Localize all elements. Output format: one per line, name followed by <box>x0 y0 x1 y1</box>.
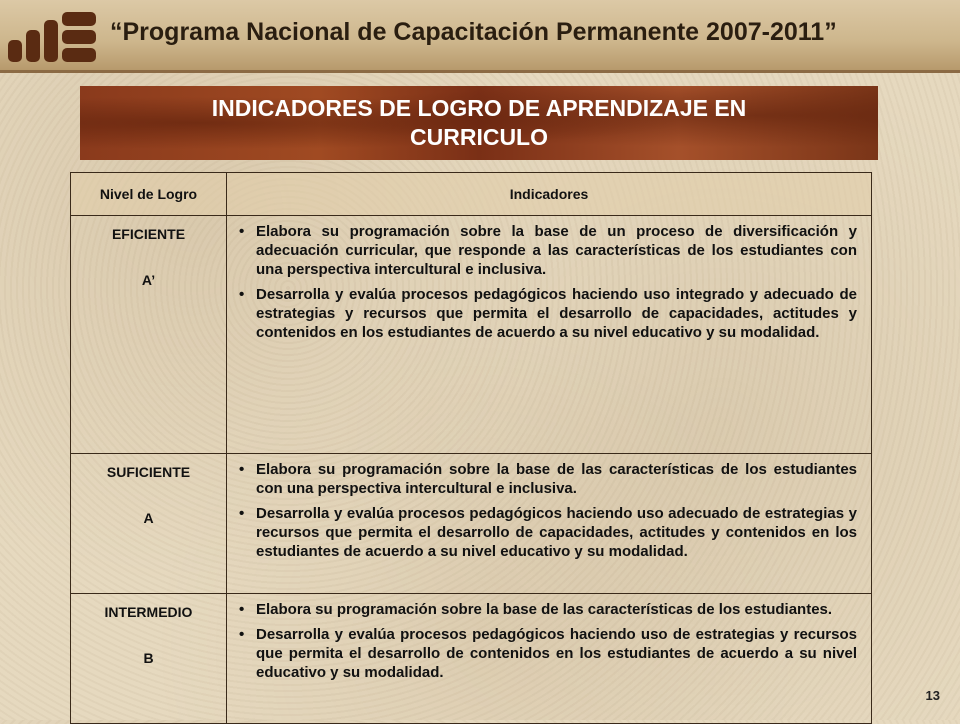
level-code: A <box>143 510 154 526</box>
header-bar <box>0 0 960 73</box>
section-banner <box>80 86 878 160</box>
level-cell <box>71 216 227 454</box>
indicator-item: • Desarrolla y evalúa procesos pedagógicos haciendo uso integrado y adecuado de estrategias y recursos que permita el desarrollo de capacidades, actitudes y contenidos en los estudiantes de acuerdo a su nivel educativo y su modalidad. <box>239 285 857 342</box>
indicator-item: • Elabora su programación sobre la base de las características de los estudiantes. <box>239 600 857 619</box>
table-row <box>71 454 872 594</box>
indicators-table <box>70 172 872 724</box>
table-row <box>71 216 872 454</box>
table-row <box>71 594 872 724</box>
header-indicadores: Indicadores <box>227 173 872 216</box>
program-logo <box>8 12 96 64</box>
indicator-item: • Desarrolla y evalúa procesos pedagógicos haciendo uso adecuado de estrategias y recursos que permita el desarrollo de capacidades, actitudes y contenidos en los estudiantes de acuerdo a su nivel educativo y su modalidad. <box>239 504 857 561</box>
banner-title <box>80 94 878 152</box>
indicator-item: • Desarrolla y evalúa procesos pedagógicos haciendo uso de estrategias y recursos que permita el desarrollo de contenidos en los estudiantes de acuerdo a su nivel educativo y su modalidad. <box>239 625 857 682</box>
level-code: A’ <box>141 272 156 288</box>
table-header-row <box>71 173 872 216</box>
indicator-item: • Elabora su programación sobre la base de un proceso de diversificación y adecuación curricular, que responde a las características de los estudiantes con una perspectiva intercultural e inclusiva. <box>239 222 857 279</box>
level-cell <box>71 594 227 724</box>
banner-title-line2: CURRICULO <box>410 124 548 150</box>
indicators-cell <box>227 594 872 724</box>
page-number: 13 <box>925 688 940 703</box>
level-code: B <box>143 650 154 666</box>
level-name: EFICIENTE <box>111 226 186 242</box>
level-name: SUFICIENTE <box>106 464 191 480</box>
header-title: “Programa Nacional de Capacitación Permanente 2007-2011” <box>110 18 837 46</box>
level-name: INTERMEDIO <box>104 604 193 620</box>
level-cell <box>71 454 227 594</box>
indicators-cell <box>227 454 872 594</box>
banner-title-line1: INDICADORES DE LOGRO DE APRENDIZAJE EN <box>211 95 747 121</box>
header-nivel-de-logro: Nivel de Logro <box>71 173 227 216</box>
indicators-cell <box>227 216 872 454</box>
indicator-item: • Elabora su programación sobre la base de las características de los estudiantes con una perspectiva intercultural e inclusiva. <box>239 460 857 498</box>
